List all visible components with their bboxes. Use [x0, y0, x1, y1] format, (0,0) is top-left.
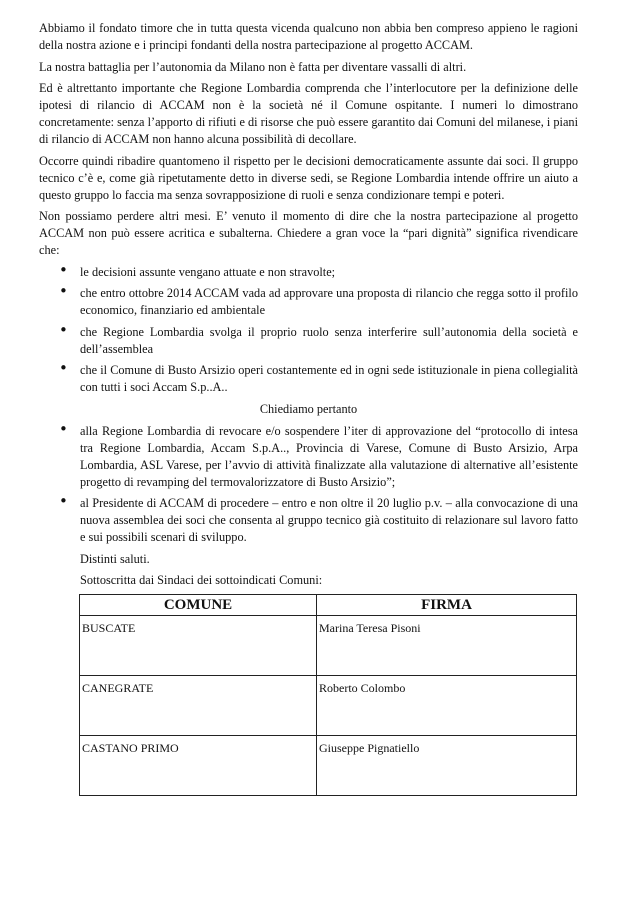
- paragraph-respect: Occorre quindi ribadire quantomeno il rispetto per le decisioni democraticamente assunte dai soci. Il gruppo tecnico c’è e, come già ripetutamente detto in diverse sedi, se Regione Lombardia intende offrire un aiuto a questo gruppo lo faccia ma senza sovrapposizione di ruoli e senza condizionare tempi e poteri.: [39, 153, 578, 202]
- cell-firma: Giuseppe Pignatiello: [317, 736, 577, 796]
- cell-comune: CASTANO PRIMO: [80, 736, 317, 796]
- paragraph-intro: Abbiamo il fondato timore che in tutta questa vicenda qualcuno non abbia ben compreso appieno le ragioni della nostra azione e i principi fondanti della nostra partecipazione al progetto ACCAM.: [39, 21, 578, 52]
- document-page: [39, 20, 578, 796]
- list-item-text: che entro ottobre 2014 ACCAM vada ad approvare una proposta di rilancio che regga sotto il profilo economico, finanziario ed ambientale: [80, 286, 578, 317]
- list-item-text: che il Comune di Busto Arsizio operi costantemente ed in ogni sede istituzionale in piena collegialità con tutti i soci Accam S.p..A..: [80, 363, 578, 394]
- bullet-icon: •: [59, 419, 68, 438]
- closing-salutation: Distinti saluti.: [80, 551, 150, 566]
- demands-list: [39, 260, 578, 397]
- paragraph-dignity: Non possiamo perdere altri mesi. E’ venuto il momento di dire che la nostra partecipazione al progetto ACCAM non può essere acritica e subalterna. Chiedere a gran voce la “pari dignità” significa rivendicare che:: [39, 209, 578, 257]
- requests-list: [39, 419, 578, 547]
- list-item: [39, 359, 578, 396]
- list-item: [39, 282, 578, 319]
- bullet-icon: •: [59, 492, 68, 510]
- table-row: [80, 676, 577, 736]
- list-item: [39, 419, 578, 491]
- list-item-text: alla Regione Lombardia di revocare e/o sospendere l’iter di approvazione del “protocollo di intesa tra Regione Lombardia, Accam S.p.A.., Provincia di Varese, Comune di Busto Arsizio, Arpa Lombardia, ASL Varese, per l’avvio di attività finalizzate alla valutazione di alternative all’esistente progetto di revamping del termovalorizzatore di Busto Arsizio”;: [80, 423, 578, 489]
- table-row: [80, 616, 577, 676]
- bullet-icon: •: [59, 282, 68, 300]
- column-header-comune: COMUNE: [80, 595, 317, 616]
- signature-table: [79, 594, 577, 796]
- list-item-text: le decisioni assunte vengano attuate e non stravolte;: [80, 264, 336, 279]
- list-item: [39, 320, 578, 358]
- cell-firma: Marina Teresa Pisoni: [317, 616, 577, 676]
- list-item-text: al Presidente di ACCAM di procedere – entro e non oltre il 20 luglio p.v. – alla convocazione di una nuova assemblea dei soci che consenta al gruppo tecnico già costituito di relazionare sul lavoro fatto e sui possibili scenari di sviluppo.: [80, 496, 578, 544]
- bullet-icon: •: [59, 359, 68, 377]
- cell-comune: CANEGRATE: [80, 676, 317, 736]
- cell-comune: BUSCATE: [80, 616, 317, 676]
- list-item: [39, 492, 578, 546]
- table-header-row: [80, 595, 577, 616]
- cell-firma: Roberto Colombo: [317, 676, 577, 736]
- paragraph-autonomy: La nostra battaglia per l’autonomia da Milano non è fatta per diventare vassalli di altri.: [39, 59, 467, 74]
- column-header-firma: FIRMA: [317, 595, 577, 616]
- list-item: [39, 260, 578, 281]
- section-heading: Chiediamo pertanto: [259, 401, 358, 416]
- bullet-icon: •: [59, 260, 68, 279]
- paragraph-region: Ed è altrettanto importante che Regione Lombardia comprenda che l’interlocutore per la definizione delle ipotesi di rilancio di ACCAM non è la società né il Comune ospitante. I numeri lo dimostrano concretamente: senza l’apporto di rifiuti e di risorse che può essere garantito dai Comuni del milanese, i piani di rilancio di ACCAM non hanno alcuna possibilità di decollare.: [39, 81, 578, 146]
- signed-by-line: Sottoscritta dai Sindaci dei sottoindicati Comuni:: [80, 573, 323, 587]
- table-row: [80, 736, 577, 796]
- list-item-text: che Regione Lombardia svolga il proprio ruolo senza interferire sull’autonomia della società e dell’assemblea: [80, 324, 578, 356]
- bullet-icon: •: [59, 320, 68, 339]
